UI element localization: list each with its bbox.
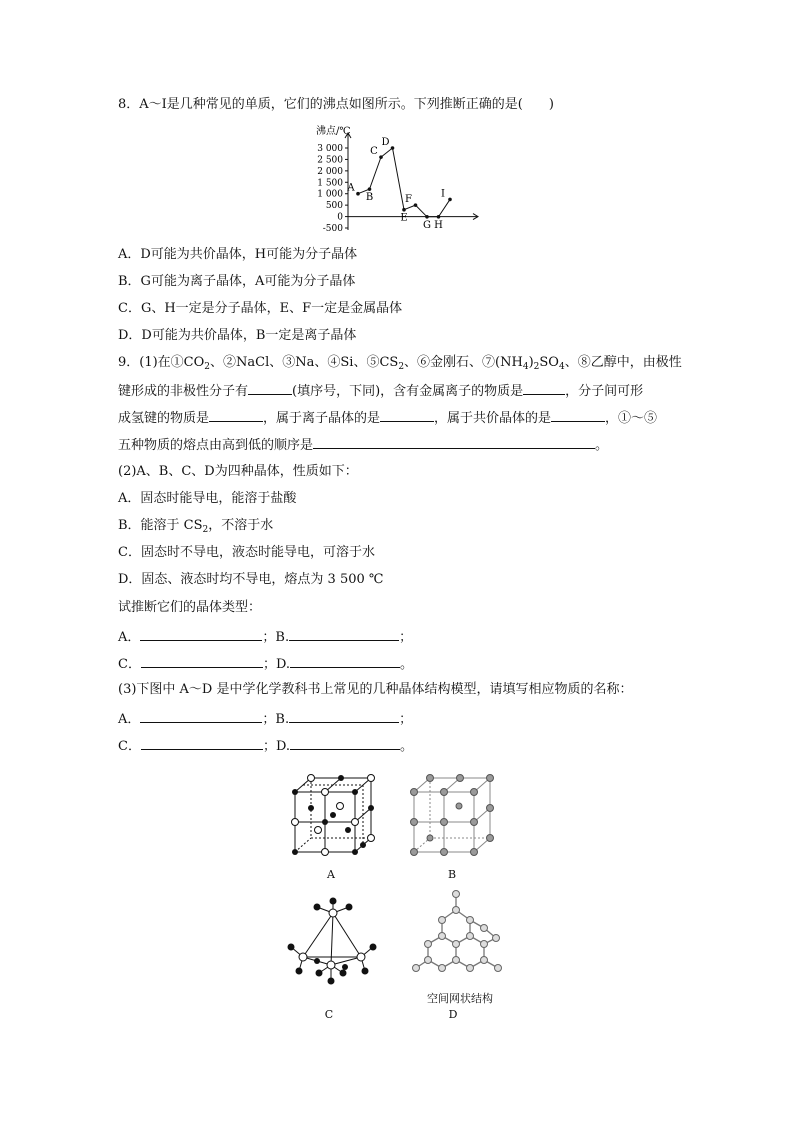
q9-p1-line3: 成氢键的物质是 ，属于离子晶体的是 ，属于共价晶体的是 ，①～⑤ <box>118 408 657 428</box>
q8-option-b: B．G可能为离子晶体，A可能为分子晶体 <box>118 274 356 289</box>
q9-p2-d: D．固态、液态时均不导电，熔点为 3 500 ℃ <box>118 572 384 587</box>
q9-p2-intro: (2)A、B、C、D为四种晶体，性质如下： <box>118 464 358 479</box>
figure-caption-a: A <box>327 868 335 881</box>
y-tick-label: 3 000 <box>317 144 343 154</box>
data-point <box>379 155 383 159</box>
data-point <box>391 146 395 150</box>
q9-p2-a: A．固态时能导电，能溶于盐酸 <box>118 491 297 506</box>
q9-p3-intro: (3)下图中 A～D 是中学化学教科书上常见的几种晶体结构模型，请填写相应物质的名称： <box>118 682 633 697</box>
y-axis-label: 沸点/℃ <box>316 126 351 137</box>
crystal-model-a-nacl <box>285 766 385 861</box>
q9-p2-answer-cd: C． ；D. 。 <box>118 654 413 674</box>
q9-p2-b: B．能溶于 $CS_2$，不溶于水 <box>118 518 274 535</box>
answer-blank[interactable] <box>380 408 434 422</box>
q9-p2-ask: 试推断它们的晶体类型： <box>118 600 262 615</box>
data-point <box>414 203 418 207</box>
q8-option-c: C．G、H一定是分子晶体，E、F一定是金属晶体 <box>118 301 403 316</box>
answer-blank[interactable] <box>289 627 399 641</box>
answer-blank[interactable] <box>290 736 400 750</box>
point-label: F <box>405 194 412 206</box>
point-label: E <box>400 212 408 224</box>
q9-p3-answer-cd: C． ；D. 。 <box>118 736 413 756</box>
q8-stem: 8．A～I是几种常见的单质，它们的沸点如图所示。下列推断正确的是( ) <box>118 97 554 112</box>
y-tick-label: 2 500 <box>317 155 343 166</box>
answer-blank[interactable] <box>313 435 595 449</box>
boiling-point-chart <box>300 122 490 237</box>
point-label: D <box>381 137 390 148</box>
answer-blank[interactable] <box>141 736 263 750</box>
answer-blank[interactable] <box>290 654 400 668</box>
data-point <box>437 215 441 219</box>
data-point <box>356 192 360 196</box>
y-tick-label: 1 000 <box>317 189 343 200</box>
y-tick-label: 500 <box>325 201 343 212</box>
answer-blank[interactable] <box>289 709 399 723</box>
figure-title-d: 空间网状结构 <box>427 992 493 1005</box>
q9-p1-line2: 键形成的非极性分子有 (填序号，下同)，含有金属离子的物质是 ，分子间可形 <box>118 381 643 401</box>
point-label: C <box>370 146 378 158</box>
answer-blank[interactable] <box>140 627 262 641</box>
y-tick-label: 1 500 <box>317 178 343 189</box>
answer-blank[interactable] <box>248 381 292 395</box>
q9-p2-c: C．固态时不导电，液态时能导电，可溶于水 <box>118 545 375 560</box>
data-line <box>358 148 450 217</box>
q8-option-a: A．D可能为共价晶体，H可能为分子晶体 <box>118 247 358 262</box>
answer-blank[interactable] <box>209 408 263 422</box>
crystal-model-c <box>285 895 380 995</box>
answer-blank[interactable] <box>551 408 605 422</box>
point-label: A <box>347 182 355 194</box>
data-point <box>425 215 429 219</box>
point-label: H <box>434 219 443 231</box>
q9-p1-line4: 五种物质的熔点由高到低的顺序是 。 <box>118 435 608 455</box>
crystal-model-d-diamond <box>408 888 508 983</box>
q8-option-d: D．D可能为共价晶体，B一定是离子晶体 <box>118 328 357 343</box>
answer-blank[interactable] <box>523 381 565 395</box>
q9-p1-line1: 9．(1)在$①CO_2$、②NaCl、③Na、④Si、$⑤CS_2$、⑥金刚石、$⑦(NH_4)_2SO_4$、⑧乙醇中，由极性 <box>118 355 682 372</box>
q9-p3-answer-ab: A． ；B. ； <box>118 709 412 729</box>
point-label: B <box>365 192 374 204</box>
figure-caption-d: D <box>448 1008 458 1021</box>
figure-caption-b: B <box>447 868 457 881</box>
y-tick-label: 0 <box>337 212 343 223</box>
y-tick-label: -500 <box>322 224 343 234</box>
crystal-model-b <box>404 766 504 861</box>
data-point <box>368 187 372 191</box>
figure-caption-c: C <box>324 1008 334 1021</box>
data-point <box>448 198 452 202</box>
data-point <box>402 208 406 212</box>
point-label: G <box>423 219 431 231</box>
q9-p2-answer-ab: A． ；B. ； <box>118 627 412 647</box>
y-tick-label: 2 000 <box>317 166 343 177</box>
answer-blank[interactable] <box>141 654 263 668</box>
point-label: I <box>441 188 445 200</box>
answer-blank[interactable] <box>140 709 262 723</box>
